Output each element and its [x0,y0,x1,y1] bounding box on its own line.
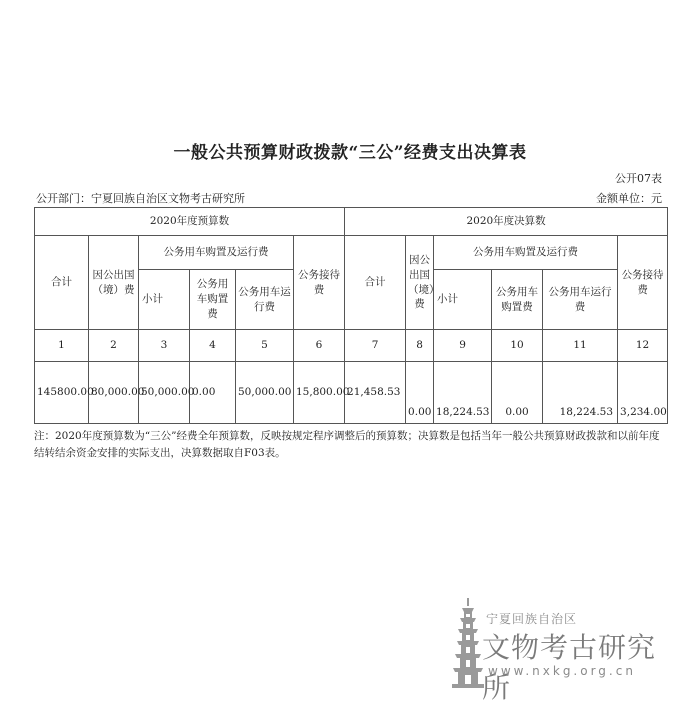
value-cell: 50,000.00 [139,362,190,424]
budget-reception-header: 公务接待费 [294,236,345,330]
column-number: 6 [294,330,345,362]
logo-url-text: www.nxkg.org.cn [488,664,636,678]
final-subtotal-header: 小计 [434,270,492,330]
institute-logo [448,598,678,704]
final-total-header: 合计 [345,236,406,330]
value-cell: 3,234.00 [618,362,668,424]
page-title: 一般公共预算财政拨款“三公”经费支出决算表 [173,143,527,163]
budget-vehicle-group-header: 公务用车购置及运行费 [139,236,294,270]
unit-label: 金额单位：元 [596,192,662,205]
value-cell: 0.00 [190,362,236,424]
value-cell: 145800.00 [35,362,89,424]
value-cell: 0.00 [406,362,434,424]
column-number: 4 [190,330,236,362]
form-number: 公开07表 [615,172,662,185]
department-label: 公开部门：宁夏回族自治区文物考古研究所 [36,192,245,205]
value-cell: 80,000.00 [89,362,139,424]
budget-vehicle-purchase-header: 公务用车购置费 [190,270,236,330]
column-number: 9 [434,330,492,362]
final-vehicle-group-header: 公务用车购置及运行费 [434,236,618,270]
final-reception-header: 公务接待费 [618,236,668,330]
value-cell: 0.00 [492,362,543,424]
column-number: 2 [89,330,139,362]
final-group-header: 2020年度决算数 [345,208,668,236]
column-number: 12 [618,330,668,362]
column-number: 5 [236,330,294,362]
budget-abroad-header: 因公出国（境）费 [89,236,139,330]
column-number: 11 [543,330,618,362]
column-number: 8 [406,330,434,362]
logo-region-text: 宁夏回族自治区 [486,612,578,626]
value-cell: 50,000.00 [236,362,294,424]
logo-name-text: 文物考古研究所 [482,631,657,704]
budget-total-header: 合计 [35,236,89,330]
value-cell: 18,224.53 [543,362,618,424]
column-number: 7 [345,330,406,362]
three-public-expense-table [34,207,668,424]
value-cell: 21,458.53 [345,362,406,424]
budget-group-header: 2020年度预算数 [35,208,345,236]
final-abroad-header: 因公出国（境）费 [406,236,434,330]
column-number: 1 [35,330,89,362]
final-vehicle-operation-header: 公务用车运行费 [543,270,618,330]
value-cell: 18,224.53 [434,362,492,424]
budget-subtotal-header: 小计 [139,270,190,330]
column-number: 3 [139,330,190,362]
value-cell: 15,800.00 [294,362,345,424]
column-number: 10 [492,330,543,362]
final-vehicle-purchase-header: 公务用车购置费 [492,270,543,330]
footnote: 注：2020年度预算数为“三公”经费全年预算数，反映按规定程序调整后的预算数；决算数是包括当年一般公共预算财政拨款和以前年度结转结余资金安排的实际支出，决算数据取自F03表。 [34,430,660,460]
budget-vehicle-operation-header: 公务用车运行费 [236,270,294,330]
